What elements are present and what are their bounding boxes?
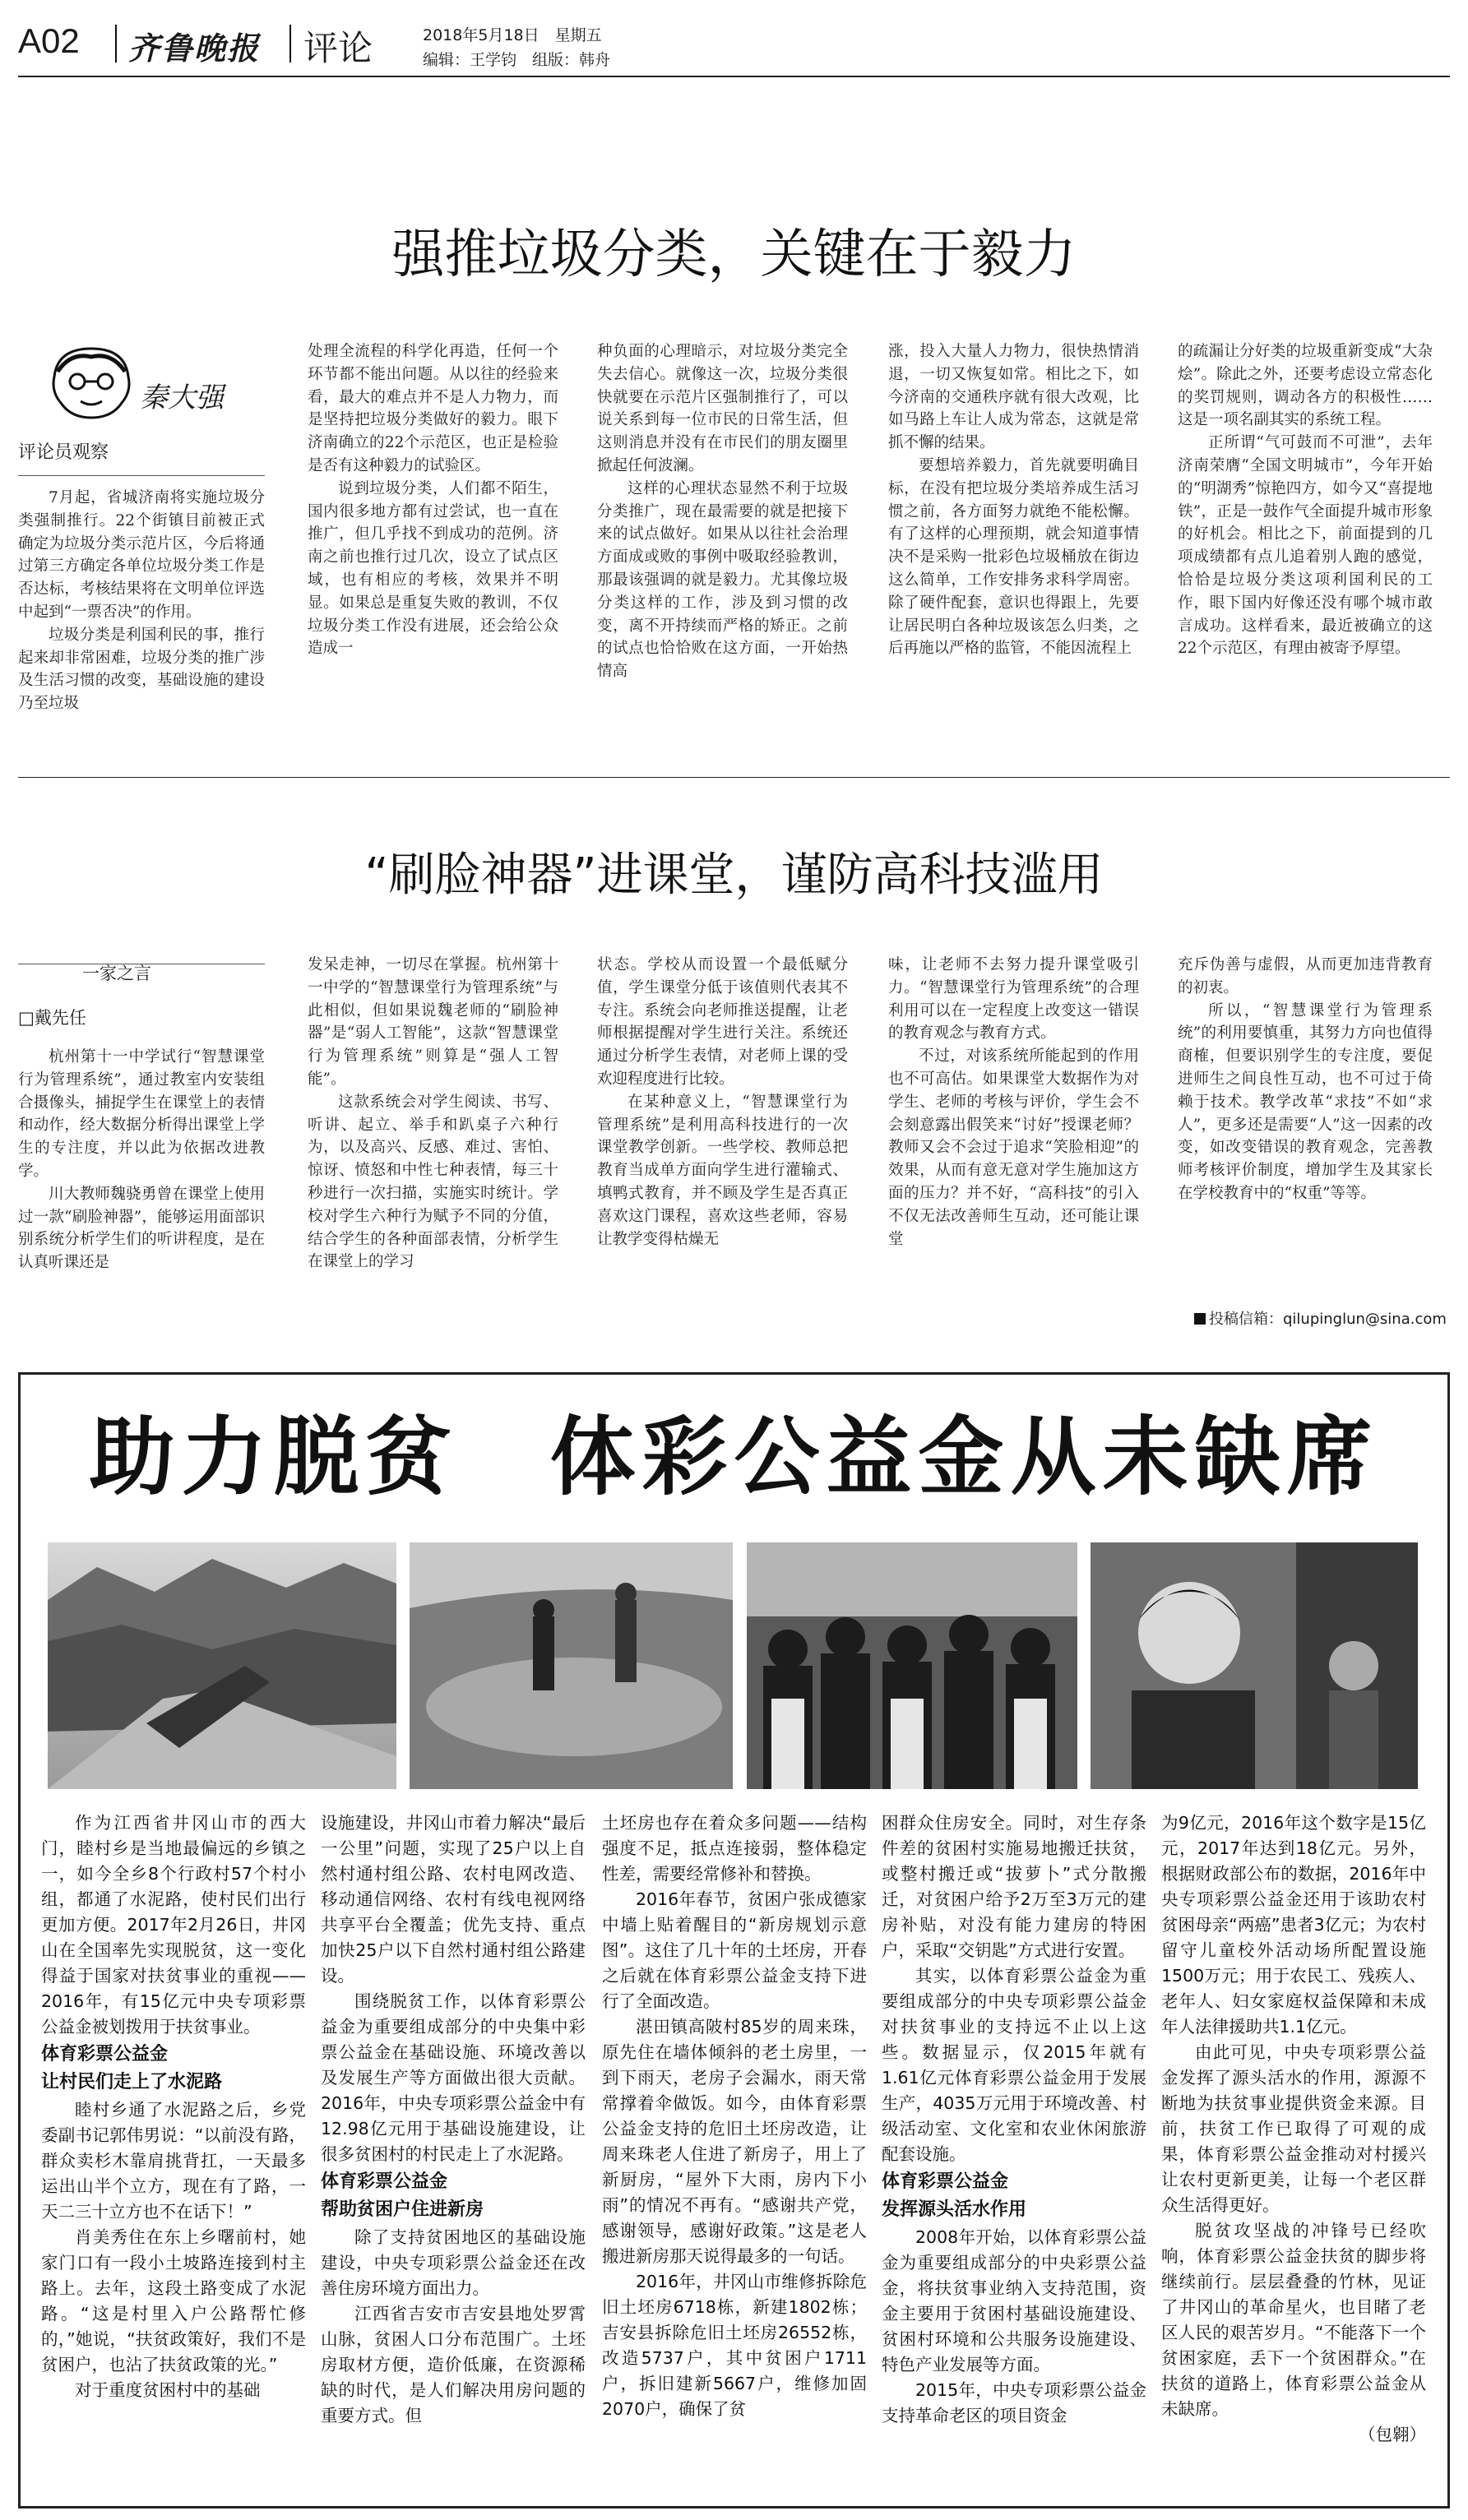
- photo-portrait-man: [1091, 1542, 1418, 1789]
- paragraph: 2016年，井冈山市维修拆除危旧土坯房6718栋，新建1802栋；吉安县拆除危旧土坯房26552栋，改造5737户，其中贫困户1711户，拆旧建新5667户，维修加固2070户，确保了贫: [602, 2272, 867, 2419]
- paragraph: 杭州第十一中学试行“智慧课堂行为管理系统”，通过教室内安装组合摄像头，捕捉学生在课堂上的表情和动作，经大数据分析得出课堂上学生的专注度，并以此为依据改进教学。: [18, 1048, 265, 1180]
- paragraph: 味，让老师不去努力提升课堂吸引力。“智慧课堂行为管理系统”的合理利用可以在一定程度上改变这一错误的教育观念与教育方式。: [888, 956, 1139, 1043]
- paragraph: 睦村乡通了水泥路之后，乡党委副书记郭伟男说：“以前没有路，群众卖杉木靠肩挑背扛，一天最多运出山半个立方，现在有了路，一天二三十立方也不在话下！”: [41, 2100, 306, 2222]
- subheading: 帮助贫困户住进新房: [321, 2199, 484, 2220]
- issue-date: 2018年5月18日 星期五: [423, 26, 602, 44]
- paragraph: 充斥伪善与虚假，从而更加违背教育的初衷。: [1178, 956, 1433, 996]
- article2-column-1: [18, 1046, 265, 1378]
- article1-column-4: [888, 340, 1139, 766]
- byline: □戴先任: [18, 1008, 86, 1028]
- subheading: 体育彩票公益金: [882, 2171, 1009, 2192]
- feature-column-5: [1161, 1810, 1426, 2485]
- paragraph: 发呆走神，一切尽在掌握。杭州第十一中学的“智慧课堂行为管理系统”与此相似，但如果说魏老师的“刷脸神器”是“弱人工智能”，这款“智慧课堂行为管理系统”则算是“强人工智能”。: [308, 956, 558, 1088]
- article2-column-2: [308, 954, 558, 1362]
- subheading: 让村民们走上了水泥路: [41, 2072, 223, 2092]
- page-number: A02: [18, 21, 80, 60]
- paragraph: 正所谓“气可鼓而不可泄”，去年济南荣膺“全国文明城市”，今年开始的“明湖秀”惊艳四方，如今又“喜提地铁”，正是一鼓作气全面提升城市形象的好机会。相比之下，前面提到的几项成绩都有点儿追着别人跑的感觉，恰恰是垃圾分类这项利国利民的工作，眼下国内好像还没有哪个城市敢言成功。这样看来，最近被确立的这22个示范区，有理由被寄予厚望。: [1178, 434, 1433, 658]
- submission-email: [1194, 1307, 1447, 1329]
- paragraph: 这样的心理状态显然不利于垃圾分类推广，现在最需要的就是把接下来的试点做好。如果从以往社会治理方面成或败的事例中吸取经验教训，那最该强调的就是毅力。尤其像垃圾分类这样的工作，涉及到习惯的改变，离不开持续而严格的矫正。之前的试点也恰恰败在这方面，一开始热情高: [597, 479, 848, 681]
- paragraph: 2016年春节，贫困户张成德家中墙上贴着醒目的“新房规划示意图”。这住了几十年的土坯房，开春之后就在体育彩票公益金支持下进行了全面改造。: [602, 1889, 867, 2011]
- section-name: 评论: [303, 28, 373, 68]
- article2-column-4: [888, 954, 1139, 1362]
- feature-headline: 助力脱贫 体彩公益金从未缺席: [89, 1407, 1379, 1507]
- paragraph: 围绕脱贫工作，以体育彩票公益金为重要组成部分的中央集中彩票公益金在基础设施、环境改善以及发展生产等方面做出很大贡献。2016年，中央专项彩票公益金中有12.98亿元用于基础设施建设，让很多贫困村的村民走上了水泥路。: [321, 1991, 586, 2164]
- paragraph: 2008年开始，以体育彩票公益金为重要组成部分的中央彩票公益金，将扶贫事业纳入支持范围，资金主要用于贫困村基础设施建设、贫困村环境和公共服务设施建设、特色产业发展等方面。: [882, 2227, 1146, 2374]
- paragraph: 设施建设，井冈山市着力解决“最后一公里”问题，实现了25户以上自然村通村组公路、农村电网改造、移动通信网络、农村有线电视网络共享平台全覆盖；优先支持、重点加快25户以下自然村通村组公路建设。: [321, 1813, 586, 1986]
- paragraph: 脱贫攻坚战的冲锋号已经吹响，体育彩票公益金扶贫的脚步将继续前行。层层叠叠的竹林，见证了井冈山的革命星火，也目睹了老区人民的艰苦岁月。“不能落下一个贫困家庭，丢下一个贫困群众。”在扶贫的道路上，体育彩票公益金从未缺席。: [1161, 2221, 1426, 2419]
- feature-column-4: [882, 1810, 1146, 2485]
- author-signature: 秦大强: [140, 381, 224, 414]
- header-rule: [18, 76, 1450, 77]
- article2-column-5: [1178, 954, 1433, 1299]
- page-header: [18, 18, 1450, 69]
- column-name: 评论员观察: [18, 442, 109, 463]
- paragraph: 作为江西省井冈山市的西大门，睦村乡是当地最偏远的乡镇之一，如今全乡8个行政村57个村小组，都通了水泥路，使村民们出行更加方便。2017年2月26日，井冈山在全国率先实现脱贫，这一变化得益于国家对扶贫事业的重视——2016年，有15亿元中央专项彩票公益金被划拨用于扶贫事业。: [41, 1813, 306, 2037]
- article1-author-box: [18, 344, 265, 467]
- paragraph: 要想培养毅力，首先就要明确目标，在没有把垃圾分类培养成生活习惯之前，各方面努力就绝不能松懈。有了这样的心理预期，就会知道事情决不是采购一批彩色垃圾桶放在街边这么简单，工作安排务求科学周密。除了硬件配套，意识也得跟上，先要让居民明白各种垃圾该怎么归类，之后再施以严格的监管，不能因流程上: [888, 456, 1139, 658]
- paragraph: 所以，“智慧课堂行为管理系统”的利用要慎重，其努力方向也值得商榷，但要识别学生的专注度，要促进师生之间良性互动，也不可过于倚赖于技术。教学改革“求技”不如“求人”，更多还是需要“人”这一因素的改变，如改变错误的教育观念，完善教师考核评价制度，增加学生及其家长在学校教育中的“权重”等等。: [1178, 1001, 1433, 1202]
- column-name: 一家之言: [82, 964, 151, 983]
- paragraph: 涨，投入大量人力物力，很快热情消退，一切又恢复如常。相比之下，如今济南的交通秩序就有很大改观，比如马路上车让人成为常态，这就是常抓不懈的结果。: [888, 343, 1139, 452]
- paragraph: 困群众住房安全。同时，对生存条件差的贫困村实施易地搬迁扶贫，或整村搬迁或“拔萝卜”式分散搬迁，对贫困户给予2万至3万元的建房补贴，对没有能力建房的特困户，采取“交钥匙”方式进行安置。: [882, 1813, 1146, 1960]
- paragraph: 7月起，省城济南将实施垃圾分类强制推行。22个街镇目前被正式确定为垃圾分类示范片区，今后将通过第三方确定各单位垃圾分类工作是否达标，考核结果将在文明单位评选中起到“一票否决”的作用。: [18, 489, 265, 621]
- article1-column-2: [308, 340, 558, 766]
- feature-column-1: [41, 1810, 306, 2485]
- paragraph: 2015年，中央专项彩票公益金支持革命老区的项目资金: [882, 2380, 1146, 2425]
- email-text: 投稿信箱：qilupinglun@sina.com: [1209, 1311, 1447, 1328]
- article2-headline: “刷脸神器”进课堂，谨防高科技滥用: [364, 848, 1104, 902]
- paragraph: 处理全流程的科学化再造，任何一个环节都不能出问题。从以往的经验来看，最大的难点并不是人力物力，而是坚持把垃圾分类做好的毅力。眼下济南确立的22个示范区，也正是检验是否有这种毅力的试验区。: [308, 343, 558, 474]
- subheading: 体育彩票公益金: [41, 2044, 169, 2065]
- paragraph: 除了支持贫困地区的基础设施建设，中央专项彩票公益金还在改善住房环境方面出力。: [321, 2227, 586, 2298]
- square-bullet-icon: [1194, 1313, 1206, 1325]
- subheading: 发挥源头活水作用: [882, 2199, 1027, 2220]
- feature-column-3: [602, 1810, 867, 2485]
- newspaper-logo: 齐鲁晚报: [128, 30, 261, 67]
- paragraph: 土坯房也存在着众多问题——结构强度不足，抵点连接弱，整体稳定性差，需要经常修补和替换。: [602, 1813, 867, 1884]
- article1-headline: 强推垃圾分类，关键在于毅力: [391, 224, 1077, 285]
- subheading: 体育彩票公益金: [321, 2171, 448, 2192]
- author-caricature-icon: [46, 344, 137, 419]
- divider: [289, 25, 291, 62]
- paragraph: 其实，以体育彩票公益金为重要组成部分的中央专项彩票公益金对扶贫事业的支持远不止以上这些。数据显示，仅2015年就有1.61亿元体育彩票公益金用于发展生产，4035万元用于环境改善、村级活动室、文化室和农业休闲旅游配套设施。: [882, 1966, 1146, 2164]
- paragraph: 湛田镇高陂村85岁的周来珠，原先住在墙体倾斜的老土房里，一到下雨天，老房子会漏水，雨天常常撑着伞做饭。如今，由体育彩票公益金支持的危旧土坯房改造，让周来珠老人住进了新房子，用上了新厨房，“屋外下大雨，房内下小雨”的情况不再有。“感谢共产党，感谢领导，感谢好政策。”这是老人搬进新房那天说得最多的一句话。: [602, 2017, 867, 2266]
- paragraph: 为9亿元，2016年这个数字是15亿元，2017年达到18亿元。另外，根据财政部公布的数据，2016年中央专项彩票公益金还用于该助农村贫困母亲“两癌”患者3亿元；为农村留守儿童校外活动场所配置设施1500万元；用于农民工、残疾人、老年人、妇女家庭权益保障和未成年人法律援助共1.1亿元。: [1161, 1813, 1426, 2037]
- article1-column-3: [597, 340, 848, 766]
- photo-students-group: [747, 1542, 1077, 1789]
- divider: [115, 25, 117, 62]
- paragraph: 肖美秀住在东上乡曙前村，她家门口有一段小土坡路连接到村主路上。去年，这段土路变成了水泥路。“这是村里入户公路帮忙修的，”她说，“扶贫政策好，我们不是贫困户，也沾了扶贫政策的光。”: [41, 2227, 306, 2374]
- photo-mountain-road: [48, 1542, 396, 1789]
- divider: [18, 475, 265, 476]
- feature-column-2: [321, 1810, 586, 2485]
- paragraph: 对于重度贫困村中的基础: [75, 2380, 261, 2400]
- section-rule: [18, 777, 1450, 778]
- article2-author-box: [18, 955, 265, 1029]
- paragraph: 状态。学校从而设置一个最低赋分值，学生课堂分低于该值则代表其不专注。系统会向老师推送提醒，让老师根据提醒对学生进行关注。系统还通过分析学生表情，对老师上课的受欢迎程度进行比较。: [597, 956, 848, 1088]
- paragraph: 川大教师魏骁勇曾在课堂上使用过一款“刷脸神器”，能够运用面部识别系统分析学生们的听讲程度，是在认真听课还是: [18, 1185, 265, 1272]
- paragraph: 这款系统会对学生阅读、书写、听讲、起立、举手和趴桌子六种行为，以及高兴、反感、难过、害怕、惊讶、愤怒和中性七种表情，每三十秒进行一次扫描，实施实时统计。学校对学生六种行为赋予不同的分值，结合学生的各种面部表情，分析学生在课堂上的学习: [308, 1093, 558, 1271]
- paragraph: 不过，对该系统所能起到的作用也不可高估。如果课堂大数据作为对学生、老师的考核与评价，学生会不会刻意露出假笑来“讨好”授课老师？教师又会不会过于追求“笑脸相迎”的效果，从而有意无意对学生施加这方面的压力？并不好，“高科技”的引入不仅无法改善师生互动，还可能让课堂: [888, 1047, 1139, 1248]
- editor-credits: 编辑：王学钧 组版：韩舟: [423, 51, 611, 69]
- paragraph: 说到垃圾分类，人们都不陌生，国内很多地方都有过尝试，也一直在推广，但几乎找不到成功的范例。济南之前也推行过几次，设立了试点区域，也有相应的考核，效果并不明显。如果总是重复失败的教训，不仅垃圾分类工作没有进展，还会给公众造成一: [308, 479, 558, 658]
- article1-column-1: [18, 487, 265, 766]
- paragraph: 由此可见，中央专项彩票公益金发挥了源头活水的作用，源源不断地为扶贫事业提供资金来源。目前，扶贫工作已取得了可观的成果，体育彩票公益金推动对村援兴让农村更新更美，让每一个老区群众生活得更好。: [1161, 2042, 1426, 2215]
- paragraph: 在某种意义上，“智慧课堂行为管理系统”是利用高科技进行的一次课堂教学创新。一些学校、教师总把教育当成单方面向学生进行灌输式、填鸭式教育，并不顾及学生是否真正喜欢这门课程，喜欢这些老师，容易让教学变得枯燥无: [597, 1093, 848, 1248]
- article1-column-5: [1178, 340, 1433, 766]
- paragraph: （包翱）: [1359, 2425, 1426, 2444]
- photo-fish-pond: [410, 1542, 733, 1789]
- paragraph: 江西省吉安市吉安县地处罗霄山脉，贫困人口分布范围广。土坯房取材方便，造价低廉，在资源稀缺的时代，是人们解决用房问题的重要方式。但: [321, 2304, 586, 2425]
- paragraph: 的疏漏让分好类的垃圾重新变成“大杂烩”。除此之外，还要考虑设立常态化的奖罚规则，调动各方的积极性……这是一项名副其实的系统工程。: [1178, 343, 1433, 429]
- paragraph: 垃圾分类是利国利民的事，推行起来却非常困难，垃圾分类的推广涉及生活习惯的改变，基础设施的建设乃至垃圾: [18, 626, 265, 713]
- paragraph: 种负面的心理暗示，对垃圾分类完全失去信心。就像这一次，垃圾分类很快就要在示范片区强制推行了，可以说关系到每一位市民的日常生活，但这则消息并没有在市民们的朋友圈里掀起任何波澜。: [597, 343, 848, 474]
- article2-column-3: [597, 954, 848, 1362]
